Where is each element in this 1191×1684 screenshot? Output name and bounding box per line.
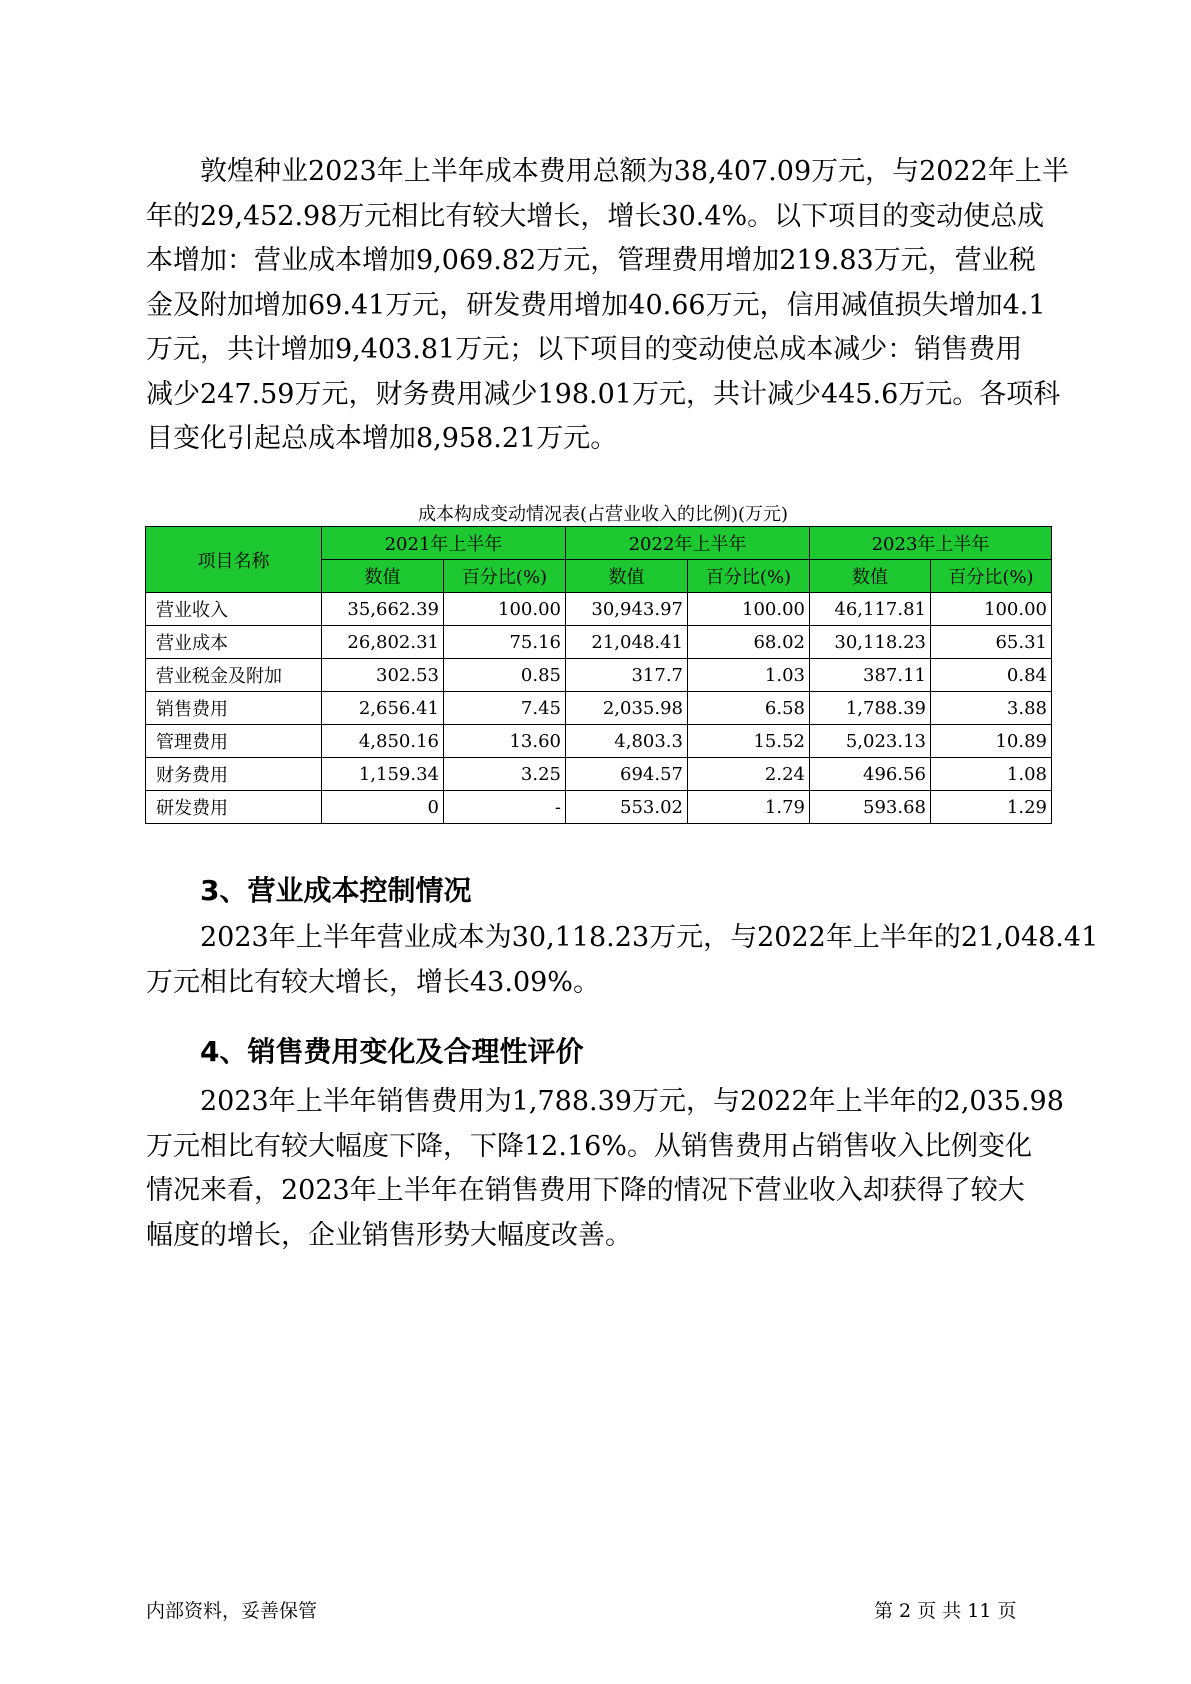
row-label: 管理费用 bbox=[146, 725, 322, 758]
section4-paragraph bbox=[146, 1080, 1064, 1258]
value-cell: 30,118.23 bbox=[810, 626, 931, 659]
percent-cell: 3.88 bbox=[931, 692, 1052, 725]
table-row bbox=[146, 725, 1052, 758]
percent-cell: 0.85 bbox=[444, 659, 566, 692]
percent-header: 百分比(%) bbox=[444, 560, 566, 593]
section-heading: 4、销售费用变化及合理性评价 bbox=[200, 1035, 584, 1068]
percent-cell: 0.84 bbox=[931, 659, 1052, 692]
paragraph-line: 本增加：营业成本增加9,069.82万元，管理费用增加219.83万元，营业税 bbox=[146, 245, 1036, 276]
value-header: 数值 bbox=[810, 560, 931, 593]
paragraph-line: 2023年上半年销售费用为1,788.39万元，与2022年上半年的2,035.98 bbox=[200, 1086, 1064, 1117]
percent-cell: 13.60 bbox=[444, 725, 566, 758]
paragraph-line: 万元，共计增加9,403.81万元；以下项目的变动使总成本减少：销售费用 bbox=[146, 334, 1023, 365]
percent-cell: - bbox=[444, 791, 566, 824]
value-cell: 1,788.39 bbox=[810, 692, 931, 725]
row-label: 营业收入 bbox=[146, 593, 322, 626]
row-label: 营业税金及附加 bbox=[146, 659, 322, 692]
percent-cell: 6.58 bbox=[688, 692, 810, 725]
value-cell: 2,656.41 bbox=[322, 692, 444, 725]
percent-cell: 3.25 bbox=[444, 758, 566, 791]
paragraph-line: 万元相比有较大增长，增长43.09%。 bbox=[146, 966, 600, 998]
row-label: 营业成本 bbox=[146, 626, 322, 659]
table-row bbox=[146, 593, 1052, 626]
percent-cell: 1.08 bbox=[931, 758, 1052, 791]
table-row bbox=[146, 791, 1052, 824]
page-number: 第 2 页 共 11 页 bbox=[874, 1600, 1017, 1622]
percent-header: 百分比(%) bbox=[688, 560, 810, 593]
table-row bbox=[146, 758, 1052, 791]
paragraph-line: 敦煌种业2023年上半年成本费用总额为38,407.09万元，与2022年上半 bbox=[200, 156, 1069, 187]
percent-cell: 68.02 bbox=[688, 626, 810, 659]
value-cell: 317.7 bbox=[566, 659, 688, 692]
value-cell: 593.68 bbox=[810, 791, 931, 824]
percent-cell: 65.31 bbox=[931, 626, 1052, 659]
section3-paragraph bbox=[146, 916, 1099, 1005]
value-cell: 4,803.3 bbox=[566, 725, 688, 758]
percent-cell: 1.79 bbox=[688, 791, 810, 824]
percent-cell: 100.00 bbox=[688, 593, 810, 626]
item-name-header: 项目名称 bbox=[146, 527, 322, 593]
value-cell: 2,035.98 bbox=[566, 692, 688, 725]
paragraph-line: 目变化引起总成本增加8,958.21万元。 bbox=[146, 423, 618, 454]
paragraph-line: 万元相比有较大幅度下降，下降12.16%。从销售费用占销售收入比例变化 bbox=[146, 1130, 1032, 1162]
value-header: 数值 bbox=[322, 560, 444, 593]
value-cell: 35,662.39 bbox=[322, 593, 444, 626]
value-cell: 46,117.81 bbox=[810, 593, 931, 626]
value-cell: 1,159.34 bbox=[322, 758, 444, 791]
table-row bbox=[146, 659, 1052, 692]
paragraph-line: 减少247.59万元，财务费用减少198.01万元，共计减少445.6万元。各项科 bbox=[146, 378, 1061, 410]
paragraph-line: 情况来看，2023年上半年在销售费用下降的情况下营业收入却获得了较大 bbox=[146, 1175, 1025, 1206]
period-header: 2021年上半年 bbox=[322, 527, 566, 560]
row-label: 财务费用 bbox=[146, 758, 322, 791]
value-header: 数值 bbox=[566, 560, 688, 593]
percent-cell: 100.00 bbox=[931, 593, 1052, 626]
row-label: 销售费用 bbox=[146, 692, 322, 725]
value-cell: 30,943.97 bbox=[566, 593, 688, 626]
period-header: 2022年上半年 bbox=[566, 527, 810, 560]
value-cell: 4,850.16 bbox=[322, 725, 444, 758]
table-row bbox=[146, 626, 1052, 659]
value-cell: 553.02 bbox=[566, 791, 688, 824]
percent-cell: 100.00 bbox=[444, 593, 566, 626]
value-cell: 496.56 bbox=[810, 758, 931, 791]
paragraph-line: 年的29,452.98万元相比有较大增长，增长30.4%。以下项目的变动使总成 bbox=[146, 200, 1045, 232]
percent-cell: 15.52 bbox=[688, 725, 810, 758]
percent-cell: 2.24 bbox=[688, 758, 810, 791]
footer-note: 内部资料，妥善保管 bbox=[146, 1600, 318, 1622]
table-row bbox=[146, 692, 1052, 725]
percent-cell: 1.03 bbox=[688, 659, 810, 692]
paragraph-line: 幅度的增长，企业销售形势大幅度改善。 bbox=[146, 1219, 632, 1251]
value-cell: 0 bbox=[322, 791, 444, 824]
percent-cell: 7.45 bbox=[444, 692, 566, 725]
value-cell: 694.57 bbox=[566, 758, 688, 791]
intro-paragraph bbox=[146, 150, 1069, 462]
percent-cell: 10.89 bbox=[931, 725, 1052, 758]
cost-structure-table bbox=[145, 526, 1052, 824]
section-heading: 3、营业成本控制情况 bbox=[200, 874, 472, 907]
paragraph-line: 金及附加增加69.41万元，研发费用增加40.66万元，信用减值损失增加4.1 bbox=[146, 289, 1046, 321]
percent-cell: 1.29 bbox=[931, 791, 1052, 824]
percent-header: 百分比(%) bbox=[931, 560, 1052, 593]
table-caption: 成本构成变动情况表(占营业收入的比例)(万元) bbox=[417, 504, 789, 525]
period-header: 2023年上半年 bbox=[810, 527, 1052, 560]
value-cell: 5,023.13 bbox=[810, 725, 931, 758]
value-cell: 26,802.31 bbox=[322, 626, 444, 659]
value-cell: 302.53 bbox=[322, 659, 444, 692]
row-label: 研发费用 bbox=[146, 791, 322, 824]
value-cell: 387.11 bbox=[810, 659, 931, 692]
paragraph-line: 2023年上半年营业成本为30,118.23万元，与2022年上半年的21,048.41 bbox=[200, 922, 1099, 953]
value-cell: 21,048.41 bbox=[566, 626, 688, 659]
percent-cell: 75.16 bbox=[444, 626, 566, 659]
